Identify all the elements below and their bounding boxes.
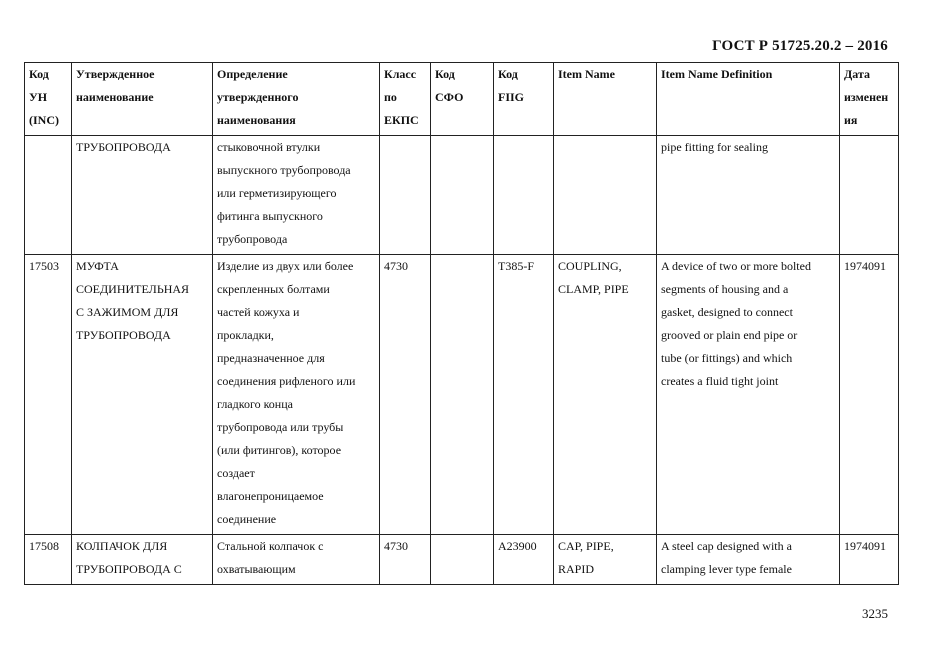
column-header-change-date: Дата изменен ия — [840, 63, 899, 136]
cell-fiig-code: A23900 — [494, 535, 554, 585]
page-number: 3235 — [862, 606, 888, 621]
column-header-inc-code: Код УН (INC) — [25, 63, 72, 136]
cell-approved-name: ТРУБОПРОВОДА — [72, 136, 213, 255]
column-header-item-name: Item Name — [554, 63, 657, 136]
cell-item-name: COUPLING, CLAMP, PIPE — [554, 255, 657, 535]
cell-approved-name: КОЛПАЧОК ДЛЯ ТРУБОПРОВОДА С — [72, 535, 213, 585]
table-row — [25, 255, 899, 535]
column-header-ekps-class: Класс по ЕКПС — [380, 63, 431, 136]
item-name-registry-table — [24, 62, 899, 585]
cell-sfo-code — [431, 136, 494, 255]
column-header-fiig-code: Код FIIG — [494, 63, 554, 136]
cell-fiig-code — [494, 136, 554, 255]
table-row — [25, 136, 899, 255]
table-row — [25, 535, 899, 585]
cell-item-name-definition: pipe fitting for sealing — [657, 136, 840, 255]
cell-change-date: 1974091 — [840, 255, 899, 535]
cell-change-date: 1974091 — [840, 535, 899, 585]
cell-ekps-class: 4730 — [380, 535, 431, 585]
column-header-approved-name: Утвержденное наименование — [72, 63, 213, 136]
cell-inc-code: 17503 — [25, 255, 72, 535]
cell-sfo-code — [431, 535, 494, 585]
cell-fiig-code: T385-F — [494, 255, 554, 535]
cell-definition: стыковочной втулки выпускного трубопровода или герметизирующего фитинга выпускного трубопровода — [213, 136, 380, 255]
column-header-definition: Определение утвержденного наименования — [213, 63, 380, 136]
cell-item-name-definition: A device of two or more bolted segments of housing and a gasket, designed to connect grooved or plain end pipe or tube (or fittings) and which creates a fluid tight joint — [657, 255, 840, 535]
cell-definition: Стальной колпачок с охватывающим — [213, 535, 380, 585]
cell-item-name — [554, 136, 657, 255]
cell-inc-code — [25, 136, 72, 255]
column-header-sfo-code: Код СФО — [431, 63, 494, 136]
cell-ekps-class — [380, 136, 431, 255]
cell-definition: Изделие из двух или более скрепленных болтами частей кожуха и прокладки, предназначенное для соединения рифленого или гладкого конца трубопровода или трубы (или фитингов), которое создает влагонепроницаемое соединение — [213, 255, 380, 535]
cell-item-name: CAP, PIPE, RAPID — [554, 535, 657, 585]
cell-change-date — [840, 136, 899, 255]
cell-sfo-code — [431, 255, 494, 535]
cell-inc-code: 17508 — [25, 535, 72, 585]
cell-approved-name: МУФТА СОЕДИНИТЕЛЬНАЯ С ЗАЖИМОМ ДЛЯ ТРУБОПРОВОДА — [72, 255, 213, 535]
document-standard-header: ГОСТ Р 51725.20.2 – 2016 — [712, 38, 888, 54]
cell-item-name-definition: A steel cap designed with a clamping lever type female — [657, 535, 840, 585]
table-header-row — [25, 63, 899, 136]
column-header-item-name-definition: Item Name Definition — [657, 63, 840, 136]
cell-ekps-class: 4730 — [380, 255, 431, 535]
